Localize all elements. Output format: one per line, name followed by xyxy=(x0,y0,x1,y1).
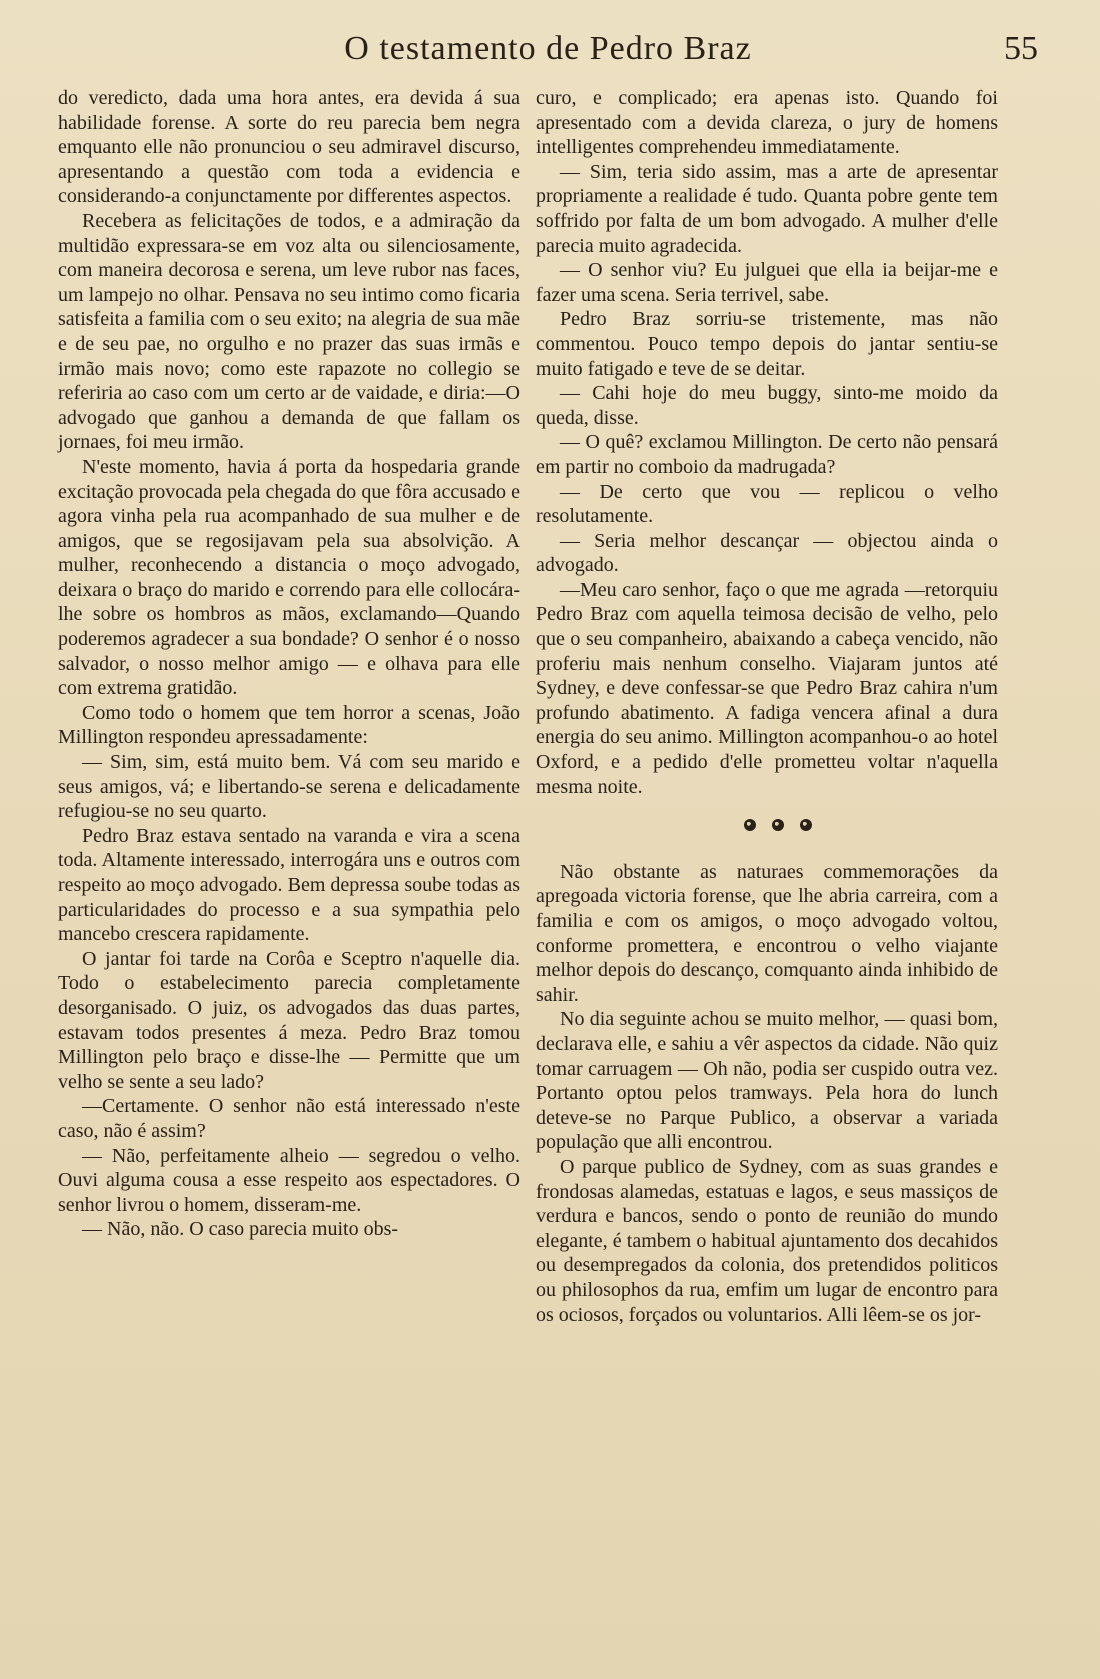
running-title: O testamento de Pedro Braz xyxy=(344,30,752,67)
paragraph: —Meu caro senhor, faço o que me agrada —retorquiu Pedro Braz com aquella teimosa decisão de velho, pelo que o seu companheiro, abaixando a cabeça vencido, não proferiu mais nenhum conselho. Viajaram juntos até Sydney, e deve confessar-se que Pedro Braz cahira n'um profundo abatimento. A fadiga vencera afinal a dura energia do seu animo. Millington acompanhou-o ao hotel Oxford, e a pedido d'elle prometteu voltar n'aquella mesma noite. xyxy=(536,578,998,798)
ornament-dot-icon xyxy=(744,819,756,831)
paragraph: O jantar foi tarde na Corôa e Sceptro n'aquelle dia. Todo o estabelecimento parecia completamente desorganisado. O juiz, os advogados das duas partes, estavam todos presentes á meza. Pedro Braz tomou Millington pelo braço e disse-lhe — Permitte que um velho se sente a seu lado? xyxy=(58,947,520,1093)
section-separator xyxy=(536,815,998,840)
page-header xyxy=(58,30,1038,80)
paragraph: Recebera as felicitações de todos, e a admiração da multidão expressara-se em voz alta ou silenciosamente, com maneira decorosa e serena, um leve rubor nas faces, um lampejo no olhar. Pensava no seu intimo como ficaria satisfeita a familia com o seu exito; na alegria de sua mãe e de seu pae, no orgulho e no prazer das suas irmãs e irmão mais novo; como este rapazote no collegio se referiria ao caso com um certo ar de vaidade, e diria:—O advogado que ganhou a demanda de que fallam os jornaes, foi meu irmão. xyxy=(58,209,520,454)
left-column xyxy=(58,86,520,1242)
page-number: 55 xyxy=(1004,30,1038,67)
paragraph: No dia seguinte achou se muito melhor, — quasi bom, declarava elle, e sahiu a vêr aspectos da cidade. Não quiz tomar carruagem — Oh não, podia ser cuspido outra vez. Portanto optou pelos tramways. Pela hora do lunch deteve-se no Parque Publico, a observar a variada população que alli encontrou. xyxy=(536,1008,998,1154)
paragraph: Pedro Braz sorriu-se tristemente, mas não commentou. Pouco tempo depois do jantar sentiu-se muito fatigado e teve de se deitar. xyxy=(536,308,998,380)
paragraph: — Sim, sim, está muito bem. Vá com seu marido e seus amigos, vá; e libertando-se serena e delicadamente refugiou-se no seu quarto. xyxy=(58,751,520,823)
paragraph: Pedro Braz estava sentado na varanda e vira a scena toda. Altamente interessado, interrogára uns e outros com respeito ao moço advogado. Bem depressa soube todas as particularidades do processo e a sua sympathia pelo mancebo crescera rapidamente. xyxy=(58,824,520,946)
paragraph: Como todo o homem que tem horror a scenas, João Millington respondeu apressadamente: xyxy=(58,701,520,749)
paragraph: — Não, perfeitamente alheio — segredou o velho. Ouvi alguma cousa a esse respeito aos espectadores. O senhor livrou o homem, disseram-me. xyxy=(58,1144,520,1216)
paragraph: — De certo que vou — replicou o velho resolutamente. xyxy=(536,480,998,528)
ornament-dot-icon xyxy=(800,819,812,831)
paragraph: — Seria melhor descançar — objectou ainda o advogado. xyxy=(536,529,998,577)
paragraph: — Não, não. O caso parecia muito obs- xyxy=(82,1218,399,1241)
paragraph: Não obstante as naturaes commemorações da apregoada victoria forense, que lhe abria carreira, com a familia e com os amigos, o moço advogado voltou, conforme promettera, e encontrou o velho viajante melhor depois do descanço, comquanto ainda inhibido de sahir. xyxy=(536,860,998,1006)
paragraph: — Sim, teria sido assim, mas a arte de apresentar propriamente a realidade é tudo. Quanta pobre gente tem soffrido por falta de um bom advogado. A mulher d'elle parecia muito agradecida. xyxy=(536,160,998,257)
paragraph: curo, e complicado; era apenas isto. Quando foi apresentado com a devida clareza, o jury de homens intelligentes comprehendeu immediatamente. xyxy=(536,87,998,159)
right-column xyxy=(536,86,998,1327)
paragraph: O parque publico de Sydney, com as suas grandes e frondosas alamedas, estatuas e lagos, e seus massiços de verdura e bancos, sendo o ponto de reunião do mundo elegante, é tambem o habitual ajuntamento dos decahidos ou desempregados da colonia, dos pretendidos politicos ou philosophos da rua, emfim um lugar de encontro para os ociosos, forçados ou voluntarios. Alli lêem-se os jor- xyxy=(536,1155,998,1326)
paragraph: —Certamente. O senhor não está interessado n'este caso, não é assim? xyxy=(58,1095,520,1142)
paragraph: — O senhor viu? Eu julguei que ella ia beijar-me e fazer uma scena. Seria terrivel, sabe. xyxy=(536,259,998,306)
paragraph: N'este momento, havia á porta da hospedaria grande excitação provocada pela chegada do que fôra accusado e agora vinha pela rua acompanhado de sua mulher e de amigos, que se regosijavam pela sua absolvição. A mulher, reconhecendo a distancia o moço advogado, deixara o braço do marido e correndo para elle collocára-lhe sobre os hombros as mãos, exclamando—Quando poderemos agradecer a sua bondade? O senhor é o nosso salvador, o nosso melhor amigo — e olhava para elle com extrema gratidão. xyxy=(58,455,520,700)
paragraph: — O quê? exclamou Millington. De certo não pensará em partir no comboio da madrugada? xyxy=(536,431,998,478)
paragraph: — Cahi hoje do meu buggy, sinto-me moido da queda, disse. xyxy=(536,382,998,429)
ornament-dot-icon xyxy=(772,819,784,831)
paragraph: do veredicto, dada uma hora antes, era devida á sua habilidade forense. A sorte do reu parecia bem negra emquanto elle não pronunciou o seu admiravel discurso, apresentando a questão com toda a evidencia e considerando-a conjunctamente por differentes aspectos. xyxy=(58,87,520,208)
